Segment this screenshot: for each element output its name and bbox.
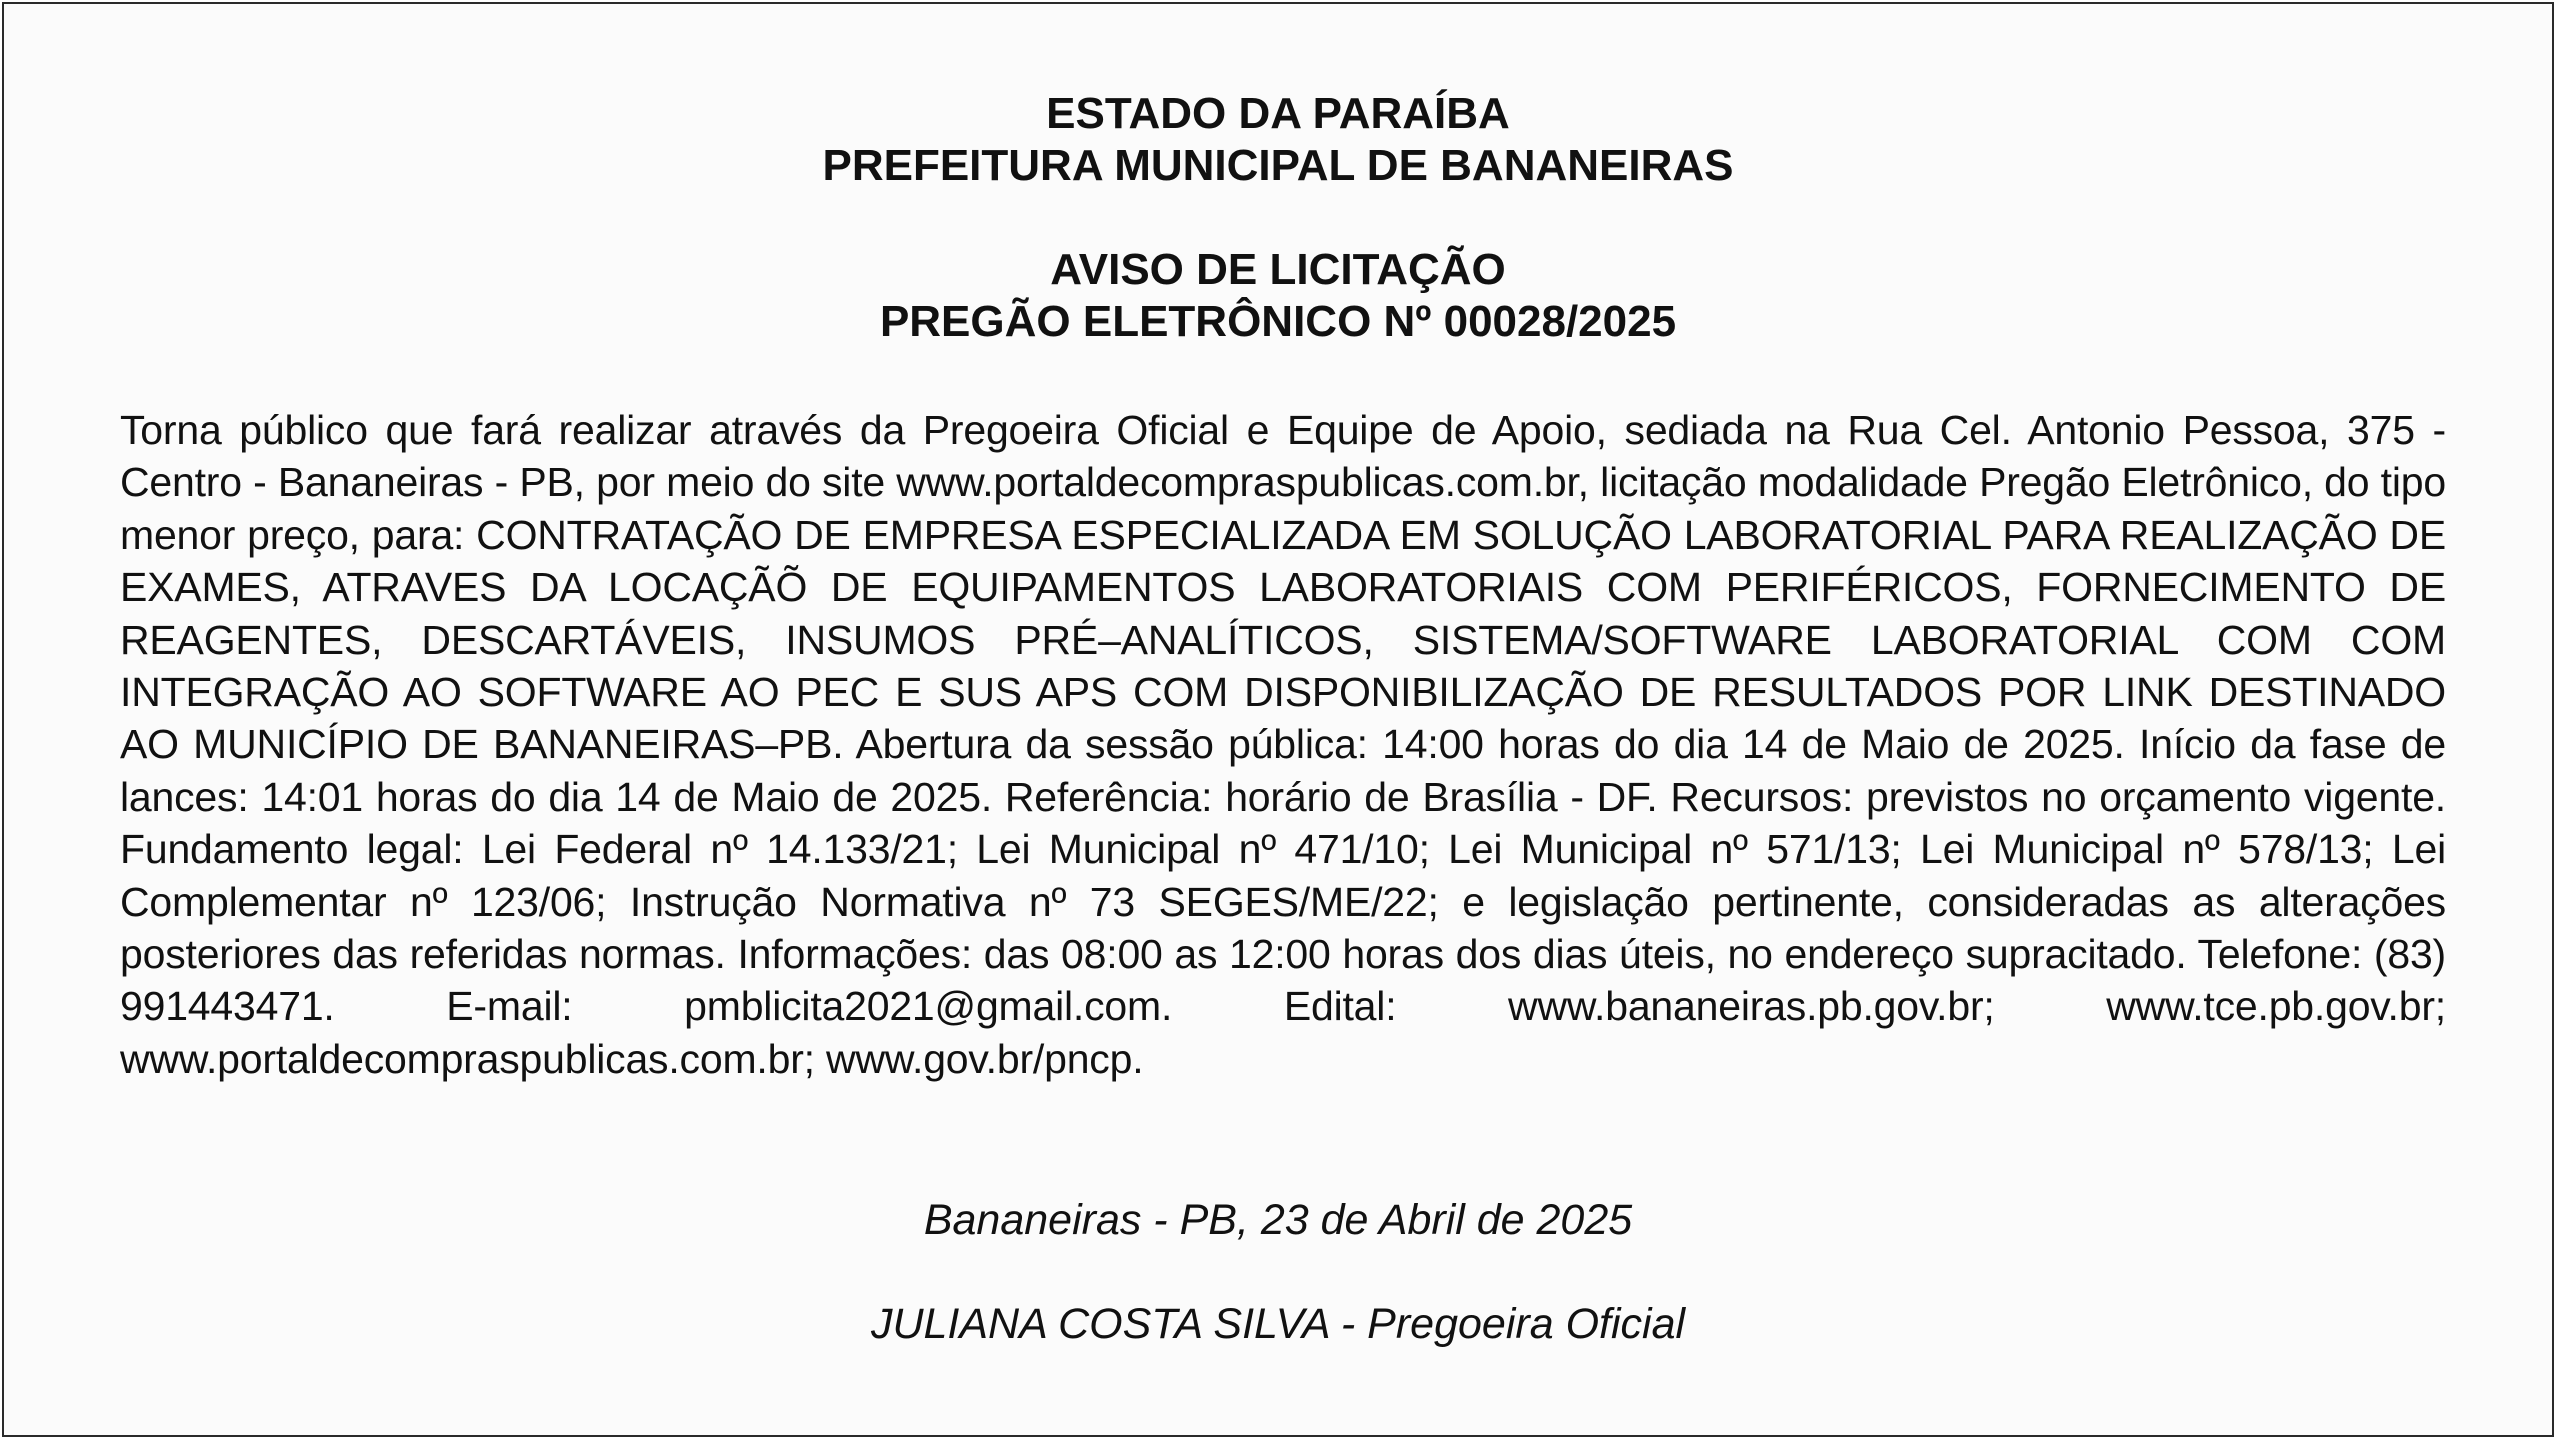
- state-name: ESTADO DA PARAÍBA: [1046, 89, 1510, 138]
- place-date: Bananeiras - PB, 23 de Abril de 2025: [923, 1196, 1633, 1244]
- issuer-header: [4, 88, 2552, 192]
- notice-title: [4, 244, 2552, 348]
- notice-type: AVISO DE LICITAÇÃO: [1050, 245, 1506, 294]
- municipality-name: PREFEITURA MUNICIPAL DE BANANEIRAS: [822, 141, 1734, 190]
- process-number: PREGÃO ELETRÔNICO Nº 00028/2025: [879, 297, 1677, 346]
- legal-notice: [2, 2, 2554, 1437]
- notice-body: Torna público que fará realizar através da Pregoeira Oficial e Equipe de Apoio, sediada na Rua Cel. Antonio Pessoa, 375 - Centro - Bananeiras - PB, por meio do site www.portaldecompraspublicas.com.br, licitação modalidade Pregão Eletrônico, do tipo menor preço, para: CONTRATAÇÃO DE EMPRESA ESPECIALIZADA EM SOLUÇÃO LABORATORIAL PARA REALIZAÇÃO DE EXAMES, ATRAVES DA LOCAÇÃÕ DE EQUIPAMENTOS LABORATORIAIS COM PERIFÉRICOS, FORNECIMENTO DE REAGENTES, DESCARTÁVEIS, INSUMOS PRÉ–ANALÍTICOS, SISTEMA/SOFTWARE LABORATORIAL COM COM INTEGRAÇÃO AO SOFTWARE AO PEC E SUS APS COM DISPONIBILIZAÇÃO DE RESULTADOS POR LINK DESTINADO AO MUNICÍPIO DE BANANEIRAS–PB. Abertura da sessão pública: 14:00 horas do dia 14 de Maio de 2025. Início da fase de lances: 14:01 horas do dia 14 de Maio de 2025. Referência: horário de Brasília - DF. Recursos: previstos no orçamento vigente. Fundamento legal: Lei Federal nº 14.133/21; Lei Municipal nº 471/10; Lei Municipal nº 571/13; Lei Municipal nº 578/13; Lei Complementar nº 123/06; Instrução Normativa nº 73 SEGES/ME/22; e legislação pertinente, consideradas as alterações posteriores das referidas normas. Informações: das 08:00 as 12:00 horas dos dias úteis, no endereço supracitado. Telefone: (83) 991443471. E-mail: pmblicita2021@gmail.com. Edital: www.bananeiras.pb.gov.br; www.tce.pb.gov.br; www.portaldecompraspublicas.com.br; www.gov.br/pncp.: [120, 407, 2446, 1082]
- signature-line: JULIANA COSTA SILVA - Pregoeira Oficial: [870, 1300, 1686, 1348]
